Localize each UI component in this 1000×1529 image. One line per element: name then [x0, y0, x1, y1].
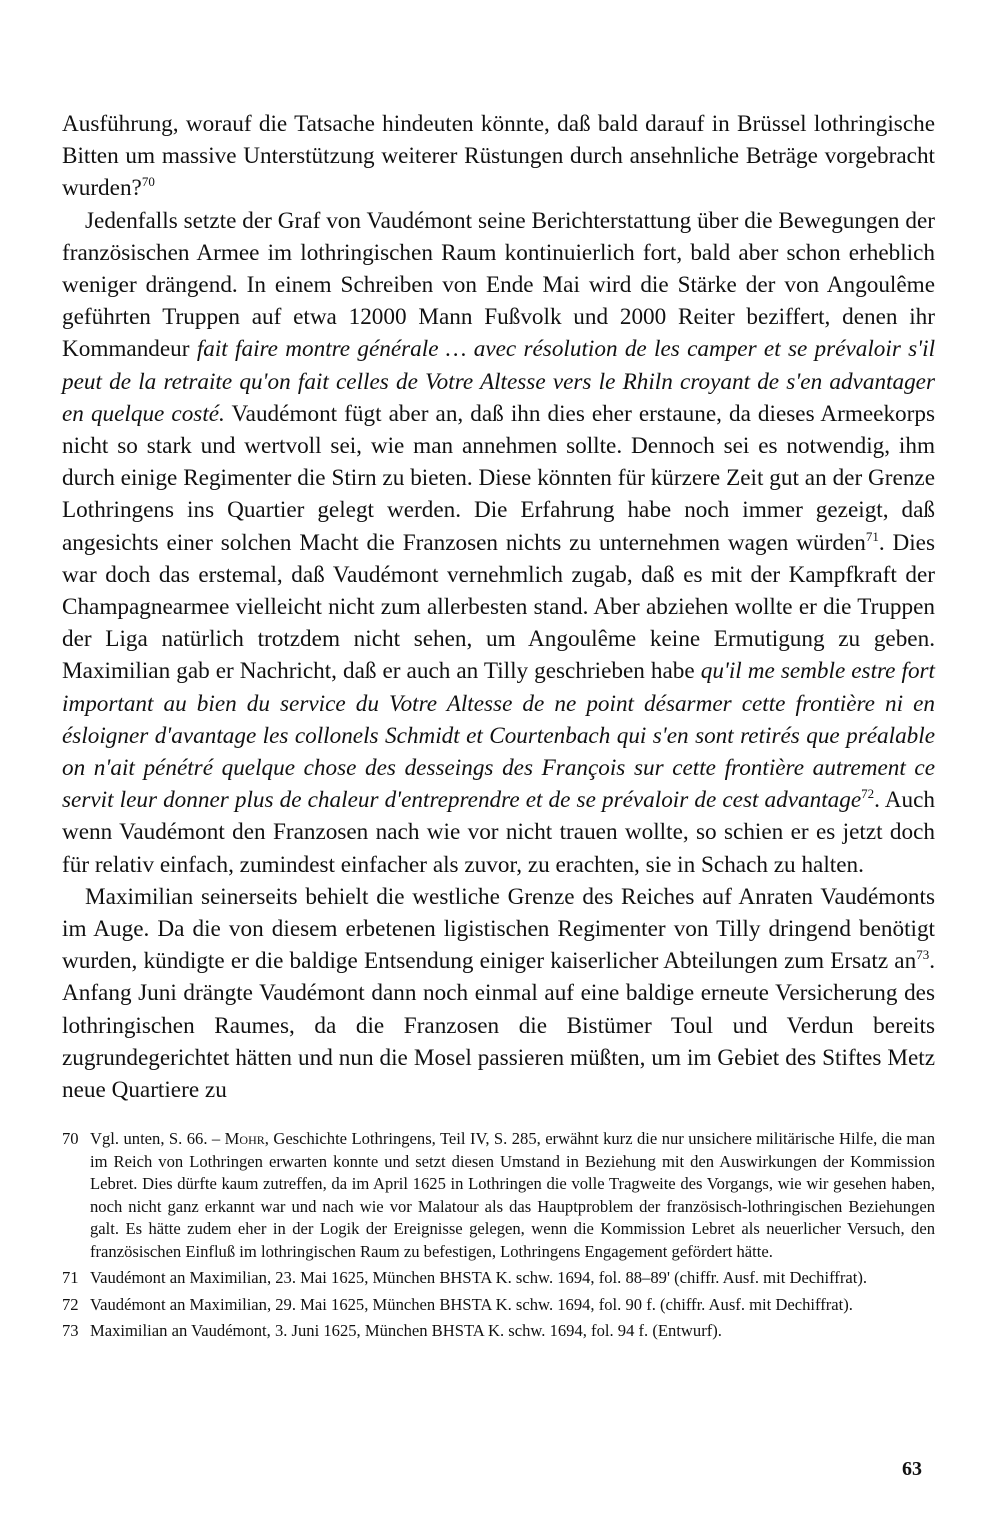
- paragraph-text: . Dies war doch das erstemal, daß Vaudémont vernehmlich zugab, daß es mit der Kampfkraft der Champagnearmee vielleicht nicht zum allerbesten stand. Aber abziehen wollte er die Truppen der Liga natürlich trotzdem nicht sehen, um Angoulême keine Ermutigung zu geben. Maximilian gab er Nachricht, daß er auch an Tilly geschrieben habe: [62, 529, 935, 685]
- footnote-71: [62, 1267, 935, 1290]
- page-number: 63: [902, 1458, 922, 1480]
- paragraph-text: Jedenfalls setzte der Graf von Vaudémont seine Berichterstattung über die Bewegungen der französischen Armee im lothringischen Raum kontinuierlich fort, bald aber schon erheblich weniger drängend. In einem Schreiben von Ende Mai wird die Stärke der von Angoulême geführten Truppen auf etwa 12000 Mann Fußvolk und 2000 Reiter beziffert, denen ihr Kommandeur: [62, 207, 935, 363]
- footnote-72: [62, 1294, 935, 1317]
- footnote-author: Mohr: [224, 1129, 265, 1148]
- footnote-ref-70[interactable]: 70: [141, 174, 155, 190]
- footnote-number: 71: [62, 1268, 79, 1287]
- footnote-73: [62, 1320, 935, 1343]
- paragraph-text: Maximilian seinerseits behielt die westliche Grenze des Reiches auf Anraten Vaudémonts im Auge. Da die von diesem erbetenen ligistischen Regimenter von Tilly dringend benötigt wurden, kündigte er die baldige Entsendung einiger kaiserlicher Abteilungen zum Ersatz an: [62, 883, 935, 975]
- footnote-text: Vgl. unten, S. 66. –: [90, 1129, 225, 1148]
- footnote-number: 73: [62, 1321, 79, 1340]
- paragraph-3: [62, 881, 935, 1106]
- footnote-text: , Geschichte Lothringens, Teil IV, S. 285, erwähnt kurz die nur unsichere militärische Hilfe, die man im Reich von Lothringen erwarten konnte und setzt diesen Umstand in Beziehung mit den Auswirkungen der Kommission Lebret. Dies dürfte kaum zutreffen, da im April 1625 in Lothringen die volle Tragweite des Vorgangs, wie wir gesehen haben, noch nicht ganz erkannt war und nach wie vor Malatour als das Hauptproblem der französisch-lothringischen Beziehungen galt. Es hätte zudem eher in der Logik der Ereignisse gelegen, wenn die Kommission Lebret als neuerlicher Versuch, den französischen Einfluß im lothringischen Raum zu befestigen, Lothringens Engagement gefördert hätte.: [90, 1129, 935, 1261]
- footnote-text: Vaudémont an Maximilian, 29. Mai 1625, München BHSTA K. schw. 1694, fol. 90 f. (chiffr. Ausf. mit Dechiffrat).: [90, 1294, 853, 1314]
- paragraph-text: Vaudémont fügt aber an, daß ihn dies eher erstaune, da dieses Armeekorps nicht so stark und wertvoll sei, wie man annehmen sollte. Dennoch sei es notwendig, ihm durch einige Regimenter die Stirn zu bieten. Diese könnten für kürzere Zeit gut an der Grenze Lothringens ins Quartier gelegt werden. Die Erfahrung habe noch immer gezeigt, daß angesichts einer solchen Macht die Franzosen nichts zu unternehmen wagen würden: [62, 400, 935, 556]
- paragraph-text: . Auch wenn Vaudémont den Franzosen nach wie vor nicht trauen wollte, so schien er es jetzt doch für relativ einfach, zumindest einfacher als zuvor, zu erachten, sie in Schach zu halten.: [62, 787, 935, 878]
- main-text: [62, 108, 935, 1106]
- paragraph-text: Ausführung, worauf die Tatsache hindeuten könnte, daß bald darauf in Brüssel lothringische Bitten um massive Unterstützung weiterer Rüstungen durch ansehnliche Beträge vorgebracht wurden?: [62, 111, 935, 202]
- paragraph-2: [62, 205, 935, 881]
- french-quote: fait faire montre générale … avec résolution de les camper et se prévaloir s'il peut de la retraite qu'on fait celles de Votre Altesse vers le Rhiln croyant de s'en advantager en quelque costé.: [62, 336, 936, 427]
- footnote-ref-72[interactable]: 72: [861, 786, 875, 802]
- footnote-text: Vaudémont an Maximilian, 23. Mai 1625, München BHSTA K. schw. 1694, fol. 88–89' (chiffr. Ausf. mit Dechiffrat).: [90, 1268, 868, 1287]
- footnote-ref-73[interactable]: 73: [916, 947, 930, 963]
- footnote-number: 70: [62, 1129, 79, 1148]
- french-quote: qu'il me semble estre fort important au bien du service du Votre Altesse de ne point désarmer cette frontière ni en ésloigner d'avantage les collonels Schmidt et Courtenbach qui s'en sont retirés que préalable on n'ait pénétré quelque chose des desseings des François sur cette frontière autrement ce servit leur donner plus de chaleur d'entreprendre et de se prévaloir de cest advantage: [62, 658, 936, 814]
- footnote-70: [62, 1128, 935, 1263]
- footnote-text: Maximilian an Vaudémont, 3. Juni 1625, München BHSTA K. schw. 1694, fol. 94 f. (Entwurf).: [90, 1321, 722, 1340]
- paragraph-1: [62, 108, 935, 205]
- footnote-number: 72: [62, 1294, 79, 1314]
- footnotes: [62, 1128, 935, 1347]
- paragraph-text: . Anfang Juni drängte Vaudémont dann noch einmal auf eine baldige erneute Versicherung des lothringischen Raumes, da die Franzosen die Bistümer Toul und Verdun bereits zugrundegerichtet hätten und nun die Mosel passieren müßten, um im Gebiet des Stiftes Metz neue Quartiere zu: [62, 948, 935, 1104]
- footnote-ref-71[interactable]: 71: [865, 528, 879, 544]
